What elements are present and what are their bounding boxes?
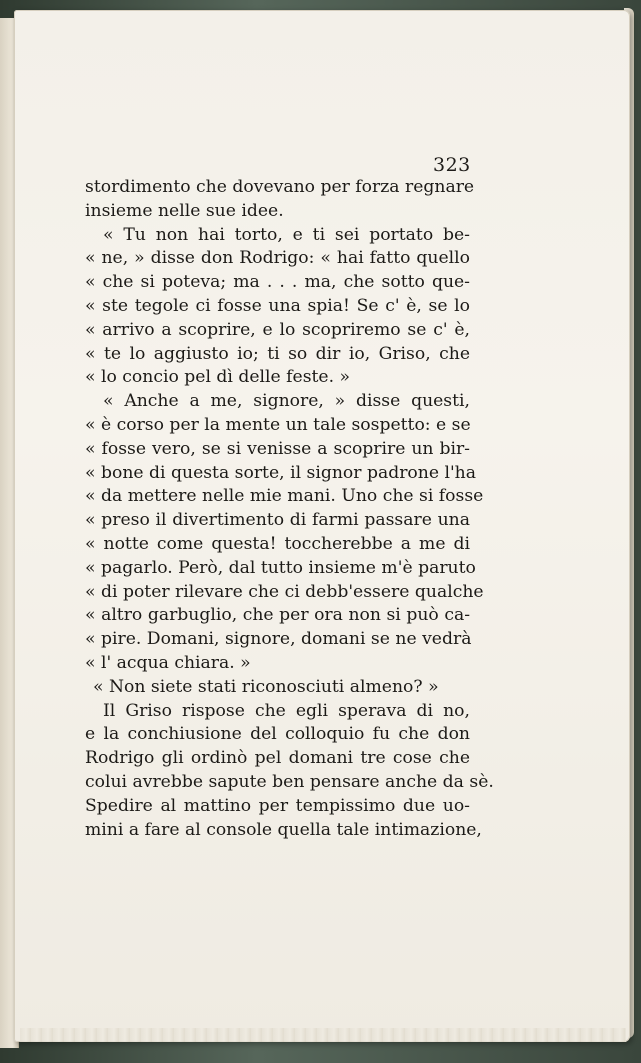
text-line: mini a fare al console quella tale intimazione, xyxy=(85,819,482,840)
text-line: « fosse vero, se si venisse a scoprire un bir- xyxy=(85,438,470,459)
text-line: « che si poteva; ma . . . ma, che sotto que- xyxy=(85,272,470,293)
text-line: Rodrigo gli ordinò pel domani tre cose che xyxy=(85,748,470,769)
page-text xyxy=(85,176,494,842)
text-line: « di poter rilevare che ci debb'essere qualche xyxy=(85,581,484,602)
text-line: « preso il divertimento di farmi passare una xyxy=(85,510,470,531)
text-line: Spedire al mattino per tempissimo due uo- xyxy=(85,795,470,816)
text-line: « ne, » disse don Rodrigo: « hai fatto quello xyxy=(85,248,470,269)
text-line: « Tu non hai torto, e ti sei portato be- xyxy=(103,224,470,245)
text-line: « notte come questa! toccherebbe a me di xyxy=(85,533,470,554)
text-line: « arrivo a scoprire, e lo scopriremo se c' è, xyxy=(85,319,470,340)
text-line: « Non siete stati riconosciuti almeno? » xyxy=(93,676,439,697)
text-line: « bone di questa sorte, il signor padrone l'ha xyxy=(85,462,476,483)
page-number: 323 xyxy=(433,154,471,176)
text-line: « altro garbuglio, che per ora non si può ca- xyxy=(85,605,470,626)
text-line: stordimento che dovevano per forza regnare xyxy=(85,177,475,197)
text-line: « è corso per la mente un tale sospetto: e se xyxy=(85,414,471,435)
page-bottom-edge xyxy=(20,1028,626,1042)
text-line: « pire. Domani, signore, domani se ne vedrà xyxy=(85,629,472,650)
text-line: « l' acqua chiara. » xyxy=(85,652,251,673)
text-line: colui avrebbe sapute ben pensare anche da sè. xyxy=(85,771,494,792)
text-line: insieme nelle sue idee. xyxy=(85,200,284,221)
text-line: « te lo aggiusto io; ti so dir io, Griso, che xyxy=(85,343,470,364)
text-line: e la conchiusione del colloquio fu che don xyxy=(85,724,470,745)
text-line: « pagarlo. Però, dal tutto insieme m'è paruto xyxy=(85,557,476,578)
text-line: « Anche a me, signore, » disse questi, xyxy=(103,391,470,412)
text-line: « lo concio pel dì delle feste. » xyxy=(85,367,351,388)
text-line: « ste tegole ci fosse una spia! Se c' è, se lo xyxy=(85,295,470,316)
text-line: « da mettere nelle mie mani. Uno che si fosse xyxy=(85,486,484,507)
text-line: Il Griso rispose che egli sperava di no, xyxy=(103,700,470,721)
